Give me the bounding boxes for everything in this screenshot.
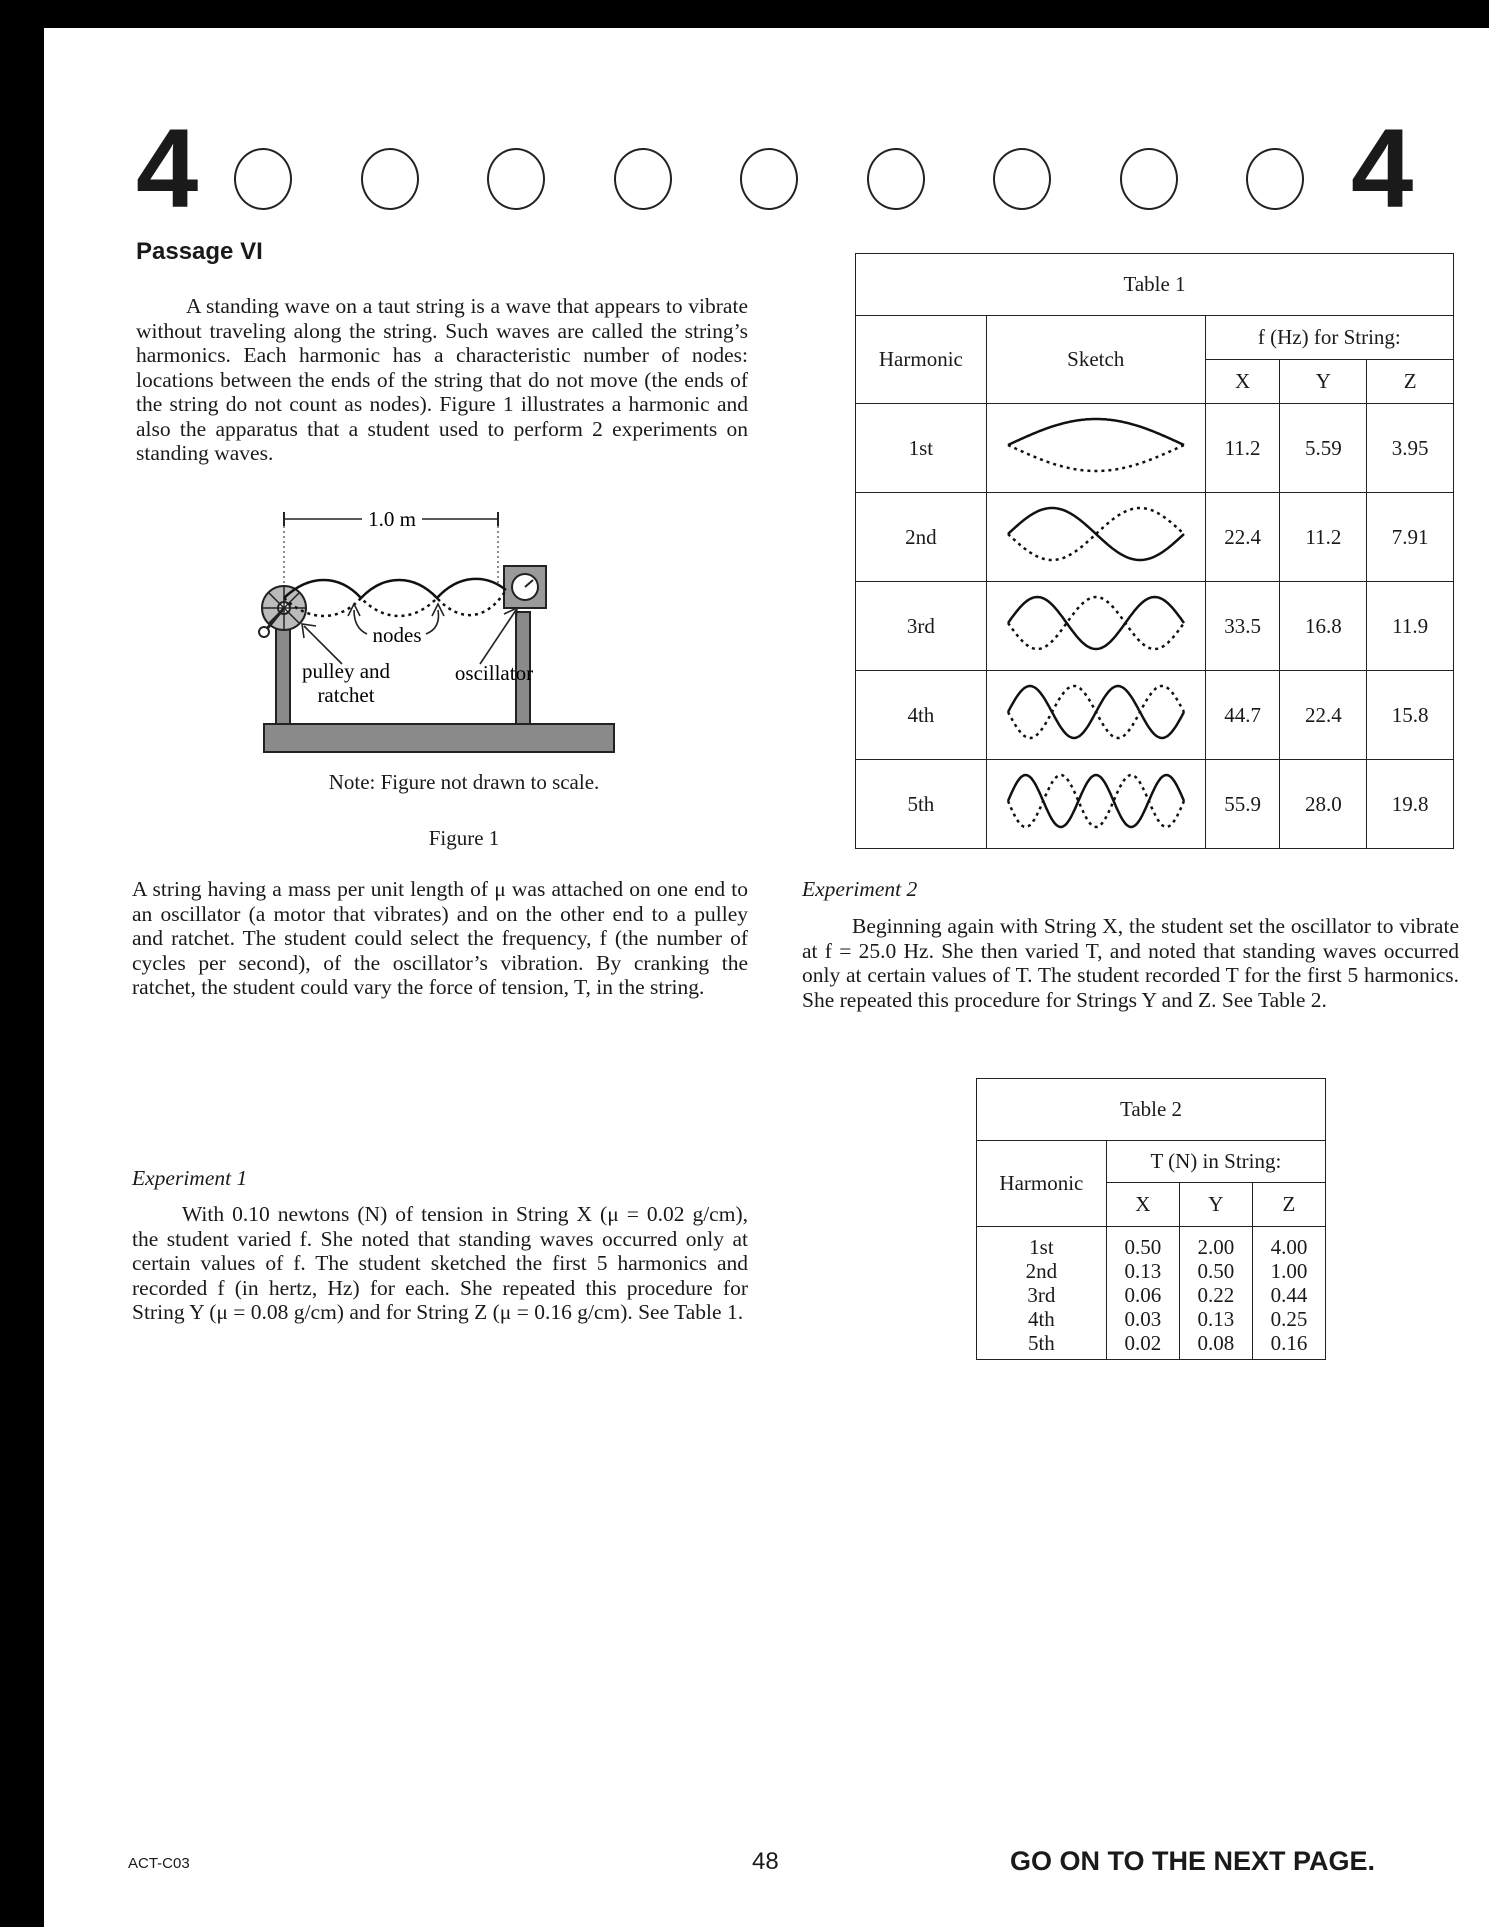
harmonic-3-sketch: [996, 586, 1196, 660]
section-number-right: 4: [1351, 106, 1414, 231]
list-item: 4th: [1027, 1307, 1055, 1331]
table-row: [856, 760, 1454, 849]
wave-solid: [1008, 419, 1184, 445]
string-paragraph: [132, 877, 748, 1000]
list-item: 1st: [1029, 1235, 1054, 1259]
wave-dashed: [1008, 686, 1184, 738]
table-1-value: 16.8: [1280, 582, 1367, 671]
header-circle: [234, 148, 292, 210]
harmonic-1-sketch: [996, 408, 1196, 482]
page: [44, 28, 1489, 1927]
list-item: 0.13: [1197, 1307, 1235, 1331]
table-1-value: 19.8: [1367, 760, 1454, 849]
table-1-value: 11.2: [1205, 404, 1280, 493]
nodes-label: nodes: [372, 623, 422, 647]
table-2-harmonics: [977, 1227, 1107, 1360]
table-2: [976, 1078, 1326, 1360]
harmonic-4-sketch: [996, 675, 1196, 749]
table-1-harmonic: 3rd: [856, 582, 987, 671]
pulley-label-line2: ratchet: [317, 683, 375, 707]
table-1-sketch-cell: [986, 760, 1205, 849]
table-1-value: 11.2: [1280, 493, 1367, 582]
table-2-values-z: [1252, 1227, 1325, 1360]
table-1-value: 15.8: [1367, 671, 1454, 760]
table-1-value: 11.9: [1367, 582, 1454, 671]
table-2-col-x: X: [1106, 1183, 1179, 1227]
list-item: 0.13: [1124, 1259, 1162, 1283]
table-1-sketch-cell: [986, 582, 1205, 671]
intro-paragraph: [136, 294, 748, 466]
table-1-value: 44.7: [1205, 671, 1280, 760]
table-2-col-z: Z: [1252, 1183, 1325, 1227]
table-2-values-x: [1106, 1227, 1179, 1360]
header-circle: [740, 148, 798, 210]
table-1-harmonic: 1st: [856, 404, 987, 493]
harmonic-5-sketch: [996, 764, 1196, 838]
experiment-2-title: Experiment 2: [802, 877, 918, 901]
list-item: 0.44: [1270, 1283, 1308, 1307]
table-1-col-sketch: Sketch: [986, 316, 1205, 404]
list-item: 4.00: [1270, 1235, 1308, 1259]
table-1-value: 55.9: [1205, 760, 1280, 849]
harmonic-2-sketch: [996, 497, 1196, 571]
table-1-sketch-cell: [986, 493, 1205, 582]
table-1-sketch-cell: [986, 404, 1205, 493]
table-1-value: 28.0: [1280, 760, 1367, 849]
list-item: 0.03: [1124, 1307, 1162, 1331]
header-circle: [1120, 148, 1178, 210]
figure-1-apparatus: [254, 506, 674, 768]
list-item: 2nd: [1025, 1259, 1058, 1283]
header-circle: [487, 148, 545, 210]
list-item: 0.06: [1124, 1283, 1162, 1307]
header-circle: [1246, 148, 1304, 210]
list-item: 0.22: [1197, 1283, 1235, 1307]
table-1-col-z: Z: [1367, 360, 1454, 404]
header-circle: [361, 148, 419, 210]
section-number-left: 4: [136, 106, 199, 231]
oscillator-label: oscillator: [454, 661, 534, 685]
table-row: [856, 493, 1454, 582]
list-item: 0.08: [1197, 1331, 1235, 1355]
list-item: 5th: [1027, 1331, 1055, 1355]
list-item: 1.00: [1270, 1259, 1308, 1283]
wave-dashed: [1008, 445, 1184, 471]
table-row: [856, 404, 1454, 493]
table-1-group-header: f (Hz) for String:: [1205, 316, 1453, 360]
table-1-harmonic: 4th: [856, 671, 987, 760]
pulley-label-line1: pulley and: [301, 659, 391, 683]
list-item: 0.50: [1124, 1235, 1162, 1259]
list-item: 0.16: [1270, 1331, 1308, 1355]
table-row: [856, 582, 1454, 671]
table-1-col-y: Y: [1280, 360, 1367, 404]
table-1-value: 5.59: [1280, 404, 1367, 493]
header-circles: [234, 148, 1360, 218]
header-circle: [614, 148, 672, 210]
header-circle: [867, 148, 925, 210]
table-2-title: Table 2: [977, 1079, 1326, 1141]
header-circle: [993, 148, 1051, 210]
list-item: 0.02: [1124, 1331, 1162, 1355]
table-1-col-x: X: [1205, 360, 1280, 404]
table-1-value: 3.95: [1367, 404, 1454, 493]
page-number: 48: [752, 1848, 779, 1875]
table-2-values-y: [1179, 1227, 1252, 1360]
table-1-title: Table 1: [856, 254, 1454, 316]
wave-solid: [1008, 508, 1184, 560]
experiment-1-title: Experiment 1: [132, 1166, 248, 1190]
experiment-2-text: Beginning again with String X, the student set the oscillator to vibrate at f = 25.0 Hz. She then varied T, and noted that standing waves occurred only at certain values of T. The student recorded T for the first 5 harmonics. She repeated this procedure for Strings Y and Z. See Table 2.: [802, 914, 1459, 1012]
passage-title: Passage VI: [136, 238, 263, 265]
next-page-notice: GO ON TO THE NEXT PAGE.: [1010, 1846, 1376, 1876]
table-1-harmonic: 5th: [856, 760, 987, 849]
list-item: 2.00: [1197, 1235, 1235, 1259]
table-2-group-header: T (N) in String:: [1106, 1141, 1325, 1183]
table-2-col-y: Y: [1179, 1183, 1252, 1227]
experiment-1-paragraph: [132, 1202, 748, 1325]
figure-note: Note: Figure not drawn to scale.: [328, 770, 600, 794]
footer-code: ACT-C03: [128, 1855, 190, 1872]
table-1-value: 22.4: [1280, 671, 1367, 760]
list-item: 0.50: [1197, 1259, 1235, 1283]
table-row: [856, 671, 1454, 760]
table-2-col-harmonic: Harmonic: [977, 1141, 1107, 1227]
list-item: 3rd: [1027, 1283, 1056, 1307]
table-1: [855, 253, 1454, 849]
experiment-2-paragraph: [802, 914, 1459, 1012]
experiment-1-text: With 0.10 newtons (N) of tension in String X (μ = 0.02 g/cm), the student varied f. She noted that standing waves occurred only at certain values of f. The student sketched the first 5 harmonics and recorded f (in hertz, Hz) for each. She repeated this procedure for String Y (μ = 0.08 g/cm) and for String Z (μ = 0.16 g/cm). See Table 1.: [132, 1202, 748, 1324]
table-row: [977, 1227, 1326, 1360]
table-1-sketch-cell: [986, 671, 1205, 760]
table-1-value: 33.5: [1205, 582, 1280, 671]
length-label: 1.0 m: [368, 507, 416, 531]
table-1-col-harmonic: Harmonic: [856, 316, 987, 404]
wave-solid: [1008, 597, 1184, 649]
figure-caption: Figure 1: [428, 826, 500, 850]
table-1-harmonic: 2nd: [856, 493, 987, 582]
wave-dashed: [1008, 597, 1184, 649]
list-item: 0.25: [1270, 1307, 1308, 1331]
intro-text: A standing wave on a taut string is a wave that appears to vibrate without traveling along the string. Such waves are called the string’s harmonics. Each harmonic has a characteristic number of nodes: locations between the ends of the string that do not move (the ends of the string do not count as nodes). Figure 1 illustrates a harmonic and also the apparatus that a student used to perform 2 experiments on standing waves.: [136, 294, 748, 465]
string-paragraph-text: A string having a mass per unit length of μ was attached on one end to an oscillator (a motor that vibrates) and on the other end to a pulley and ratchet. The student could select the frequency, f (the number of cycles per second), of the oscillator’s vibration. By cranking the ratchet, the student could vary the force of tension, T, in the string.: [132, 877, 748, 999]
table-1-value: 7.91: [1367, 493, 1454, 582]
table-1-value: 22.4: [1205, 493, 1280, 582]
